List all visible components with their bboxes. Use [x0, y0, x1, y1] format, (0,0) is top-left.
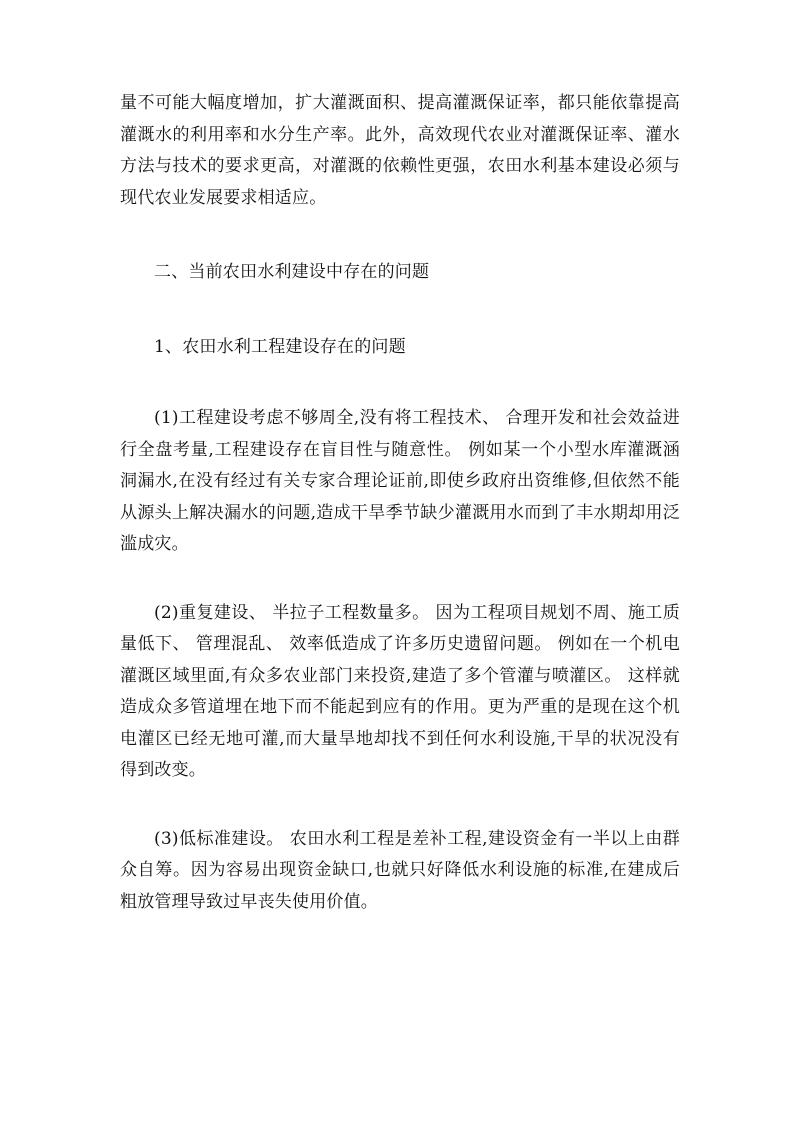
problem-paragraph-2: (2)重复建设、 半拉子工程数量多。 因为工程项目规划不周、施工质量低下、 管理混乱、 效率低造成了许多历史遗留问题。 例如在一个机电灌溉区域里面,有众多农业部门来投资,建造了多个管灌与喷灌区。 这样就造成众多管道埋在地下而不能起到应有的作用。更为严重的是现在这个机电灌区已经无地可灌,而大量旱地却找不到任何水利设施,干旱的状况没有得到改变。 [120, 602, 680, 780]
section-heading: 二、当前农田水利建设中存在的问题 [154, 262, 430, 282]
document-body [120, 88, 680, 918]
problem-paragraph-3: (3)低标准建设。 农田水利工程是差补工程,建设资金有一半以上由群众自筹。因为容易出现资金缺口,也就只好降低水利设施的标准,在建成后粗放管理导致过早丧失使用价值。 [120, 828, 680, 912]
intro-paragraph: 量不可能大幅度增加，扩大灌溉面积、提高灌溉保证率，都只能依靠提高灌溉水的利用率和水分生产率。此外，高效现代农业对灌溉保证率、灌水方法与技术的要求更高，对灌溉的依赖性更强，农田水利基本建设必须与现代农业发展要求相适应。 [120, 93, 680, 208]
subsection-heading: 1、农田水利工程建设存在的问题 [154, 336, 406, 357]
problem-paragraph-1: (1)工程建设考虑不够周全,没有将工程技术、 合理开发和社会效益进行全盘考量,工程建设存在盲目性与随意性。 例如某一个小型水库灌溉涵洞漏水,在没有经过有关专家合理论证前,即使乡政府出资维修,但依然不能从源头上解决漏水的问题,造成干旱季节缺少灌溉用水而到了丰水期却用泛滥成灾。 [120, 408, 680, 554]
